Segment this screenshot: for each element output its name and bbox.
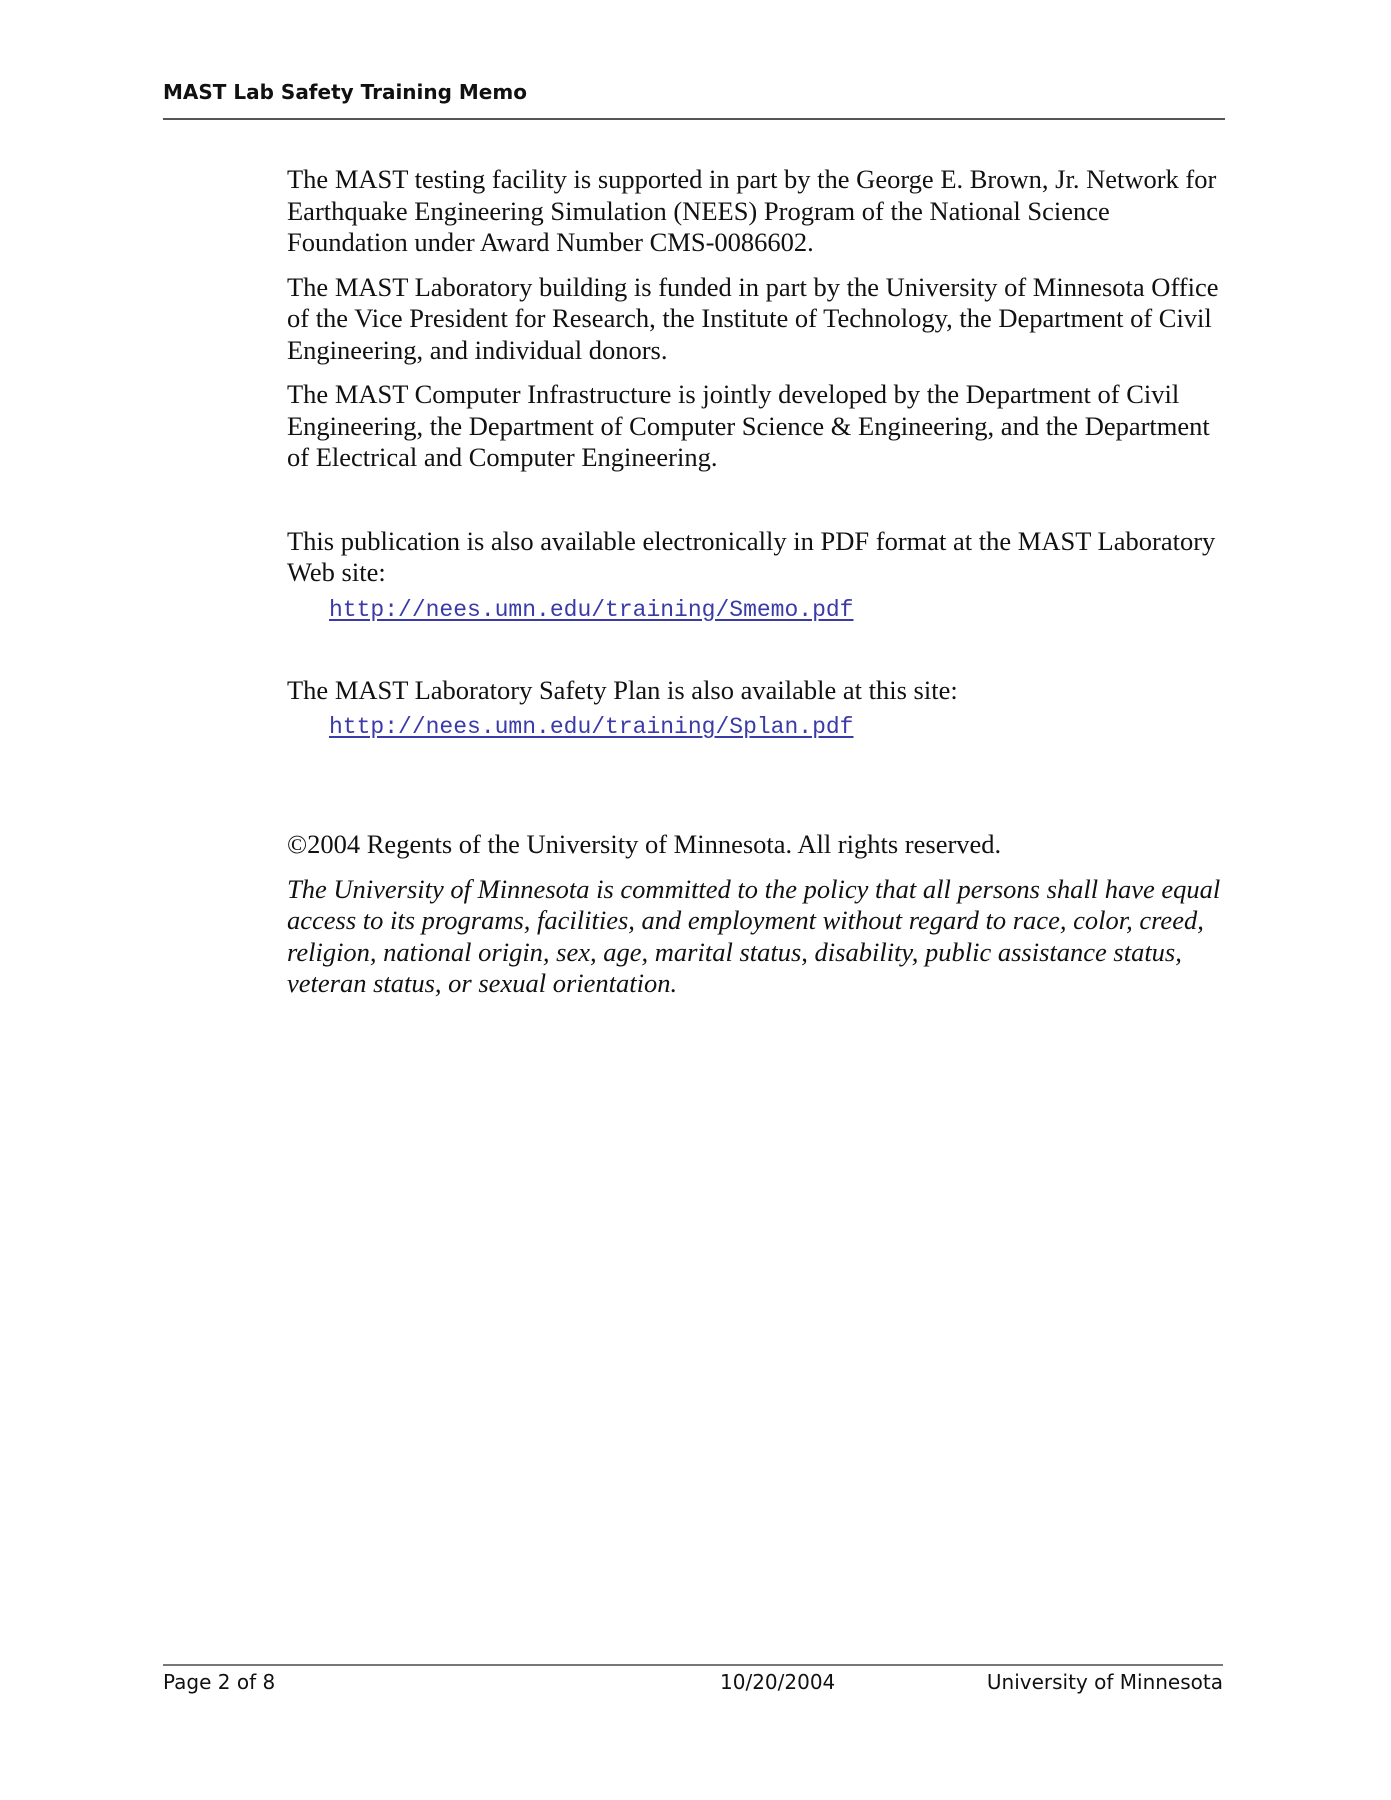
- copyright-notice: ©2004 Regents of the University of Minnesota. All rights reserved.: [287, 829, 1002, 859]
- header-divider: [163, 118, 1225, 120]
- page-footer: [163, 1670, 1223, 1700]
- footer-divider: [163, 1664, 1223, 1666]
- link-smemo-pdf[interactable]: http://nees.umn.edu/training/Smemo.pdf: [329, 596, 854, 623]
- footer-date: 10/20/2004: [720, 1670, 836, 1694]
- paragraph-publication-availability: This publication is also available electronically in PDF format at the MAST Laboratory Web site:: [287, 525, 1216, 587]
- footer-organization: University of Minnesota: [986, 1670, 1223, 1694]
- document-body: [287, 164, 1227, 1013]
- page-header-title: MAST Lab Safety Training Memo: [163, 80, 527, 104]
- paragraph-building-funding: The MAST Laboratory building is funded in part by the University of Minnesota Office of the Vice President for Research, the Institute of Technology, the Department of Civil Engineering, and individual donors.: [287, 271, 1219, 365]
- page-number: Page 2 of 8: [163, 1670, 276, 1694]
- link-splan-pdf[interactable]: http://nees.umn.edu/training/Splan.pdf: [329, 714, 854, 740]
- paragraph-nees-support: The MAST testing facility is supported in part by the George E. Brown, Jr. Network for Earthquake Engineering Simulation (NEES) Program of the National Science Foundation under Award Number CMS-0086602.: [287, 164, 1217, 257]
- paragraph-computer-infrastructure: The MAST Computer Infrastructure is jointly developed by the Department of Civil Engineering, the Department of Computer Science & Engineering, and the Department of Electrical and Computer Engineering.: [287, 379, 1210, 472]
- paragraph-safety-plan: The MAST Laboratory Safety Plan is also available at this site:: [287, 674, 958, 705]
- equal-access-statement: The University of Minnesota is committed to the policy that all persons shall have equal access to its programs, facilities, and employment without regard to race, color, creed, religion, national origin, sex, age, marital status, disability, public assistance status, veteran status, or sexual orientation.: [287, 873, 1221, 998]
